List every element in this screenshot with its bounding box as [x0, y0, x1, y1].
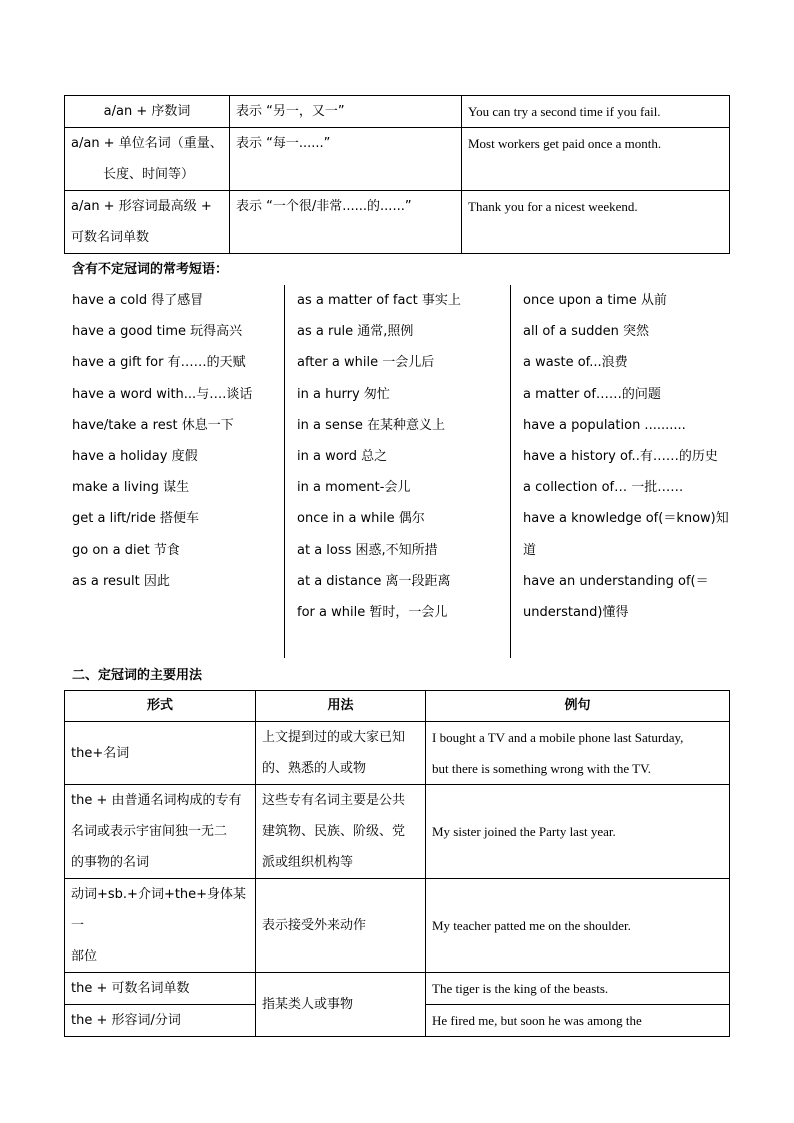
form-line: 可数名词单数 — [71, 230, 150, 245]
phrase-item: after a while 一会儿后 — [297, 355, 435, 371]
example-cell: My sister joined the Party last year. — [426, 785, 730, 879]
phrase-item: have an understanding of(＝ — [523, 573, 709, 589]
phrase-item: as a rule 通常,照例 — [297, 324, 414, 340]
phrase-item: understand)懂得 — [523, 605, 629, 621]
phrase-column-2 — [297, 285, 502, 628]
table-header-row — [65, 691, 730, 722]
form-cell — [65, 879, 256, 973]
phrase-item: in a sense 在某种意义上 — [297, 417, 445, 433]
phrase-item: have a cold 得了感冒 — [72, 293, 204, 308]
phrase-item: a collection of… 一批…… — [523, 480, 684, 496]
phrase-item: get a lift/ride 搭便车 — [72, 511, 199, 527]
example-cell: He fired me, but soon he was among the — [426, 1005, 730, 1037]
example-cell: Most workers get paid once a month. — [462, 128, 730, 191]
phrase-item: go on a diet 节食 — [72, 542, 180, 558]
usage-cell — [256, 785, 426, 879]
phrase-item: in a word 总之 — [297, 449, 388, 465]
phrase-column-3 — [523, 285, 729, 628]
form-cell — [65, 191, 230, 254]
form-line: the + 由普通名词构成的专有 — [71, 793, 242, 808]
phrase-item: once in a while 偶尔 — [297, 511, 425, 527]
example-cell — [426, 722, 730, 785]
phrase-item: as a matter of fact 事实上 — [297, 293, 461, 308]
form-line: a/an + 单位名词（重量、 — [71, 136, 223, 151]
phrase-item: have a holiday 度假 — [72, 449, 198, 465]
phrase-item: a matter of……的问题 — [523, 386, 661, 402]
form-line: 长度、时间等） — [103, 167, 195, 182]
phrase-item: all of a sudden 突然 — [523, 324, 649, 340]
example-cell: You can try a second time if you fail. — [462, 96, 730, 128]
form-line: a/an + 形容词最高级 + — [71, 199, 212, 214]
phrase-item: in a moment-会儿 — [297, 480, 411, 496]
usage-line: 的、熟悉的人或物 — [262, 761, 367, 776]
definite-article-usage-table — [64, 690, 730, 1037]
table-row — [65, 128, 730, 191]
phrase-item: at a distance 离一段距离 — [297, 573, 451, 589]
form-line: 部位 — [71, 949, 98, 964]
phrase-item: have a good time 玩得高兴 — [72, 324, 243, 340]
section-heading: 二、定冠词的主要用法 — [72, 668, 203, 683]
example-line: I bought a TV and a mobile phone last Saturday, — [432, 730, 684, 745]
usage-line: 派或组织机构等 — [262, 855, 354, 870]
table-row — [65, 879, 730, 973]
phrase-item: a waste of...浪费 — [523, 355, 628, 371]
usage-line: 上文提到过的或大家已知 — [262, 730, 406, 745]
phrases-heading: 含有不定冠词的常考短语： — [72, 262, 229, 277]
phrase-item: make a living 谋生 — [72, 480, 190, 496]
phrase-item: 道 — [523, 542, 537, 558]
usage-line: 这些专有名词主要是公共 — [262, 793, 406, 808]
header-usage: 用法 — [256, 691, 426, 722]
phrase-column-1 — [72, 285, 277, 597]
phrase-item: once upon a time 从前 — [523, 293, 667, 308]
form-line: 名词或表示宇宙间独一无二 — [71, 824, 228, 839]
phrase-item: at a loss 困惑,不知所措 — [297, 542, 438, 558]
usage-line: 建筑物、民族、阶级、党 — [262, 824, 406, 839]
form-cell — [65, 785, 256, 879]
meaning-cell: 表示 “一个很/非常......的......” — [230, 191, 462, 254]
indefinite-article-usage-table — [64, 95, 730, 254]
form-cell: the+名词 — [65, 722, 256, 785]
form-cell: the + 形容词/分词 — [65, 1005, 256, 1037]
phrase-item: have/take a rest 休息一下 — [72, 417, 234, 433]
example-cell: My teacher patted me on the shoulder. — [426, 879, 730, 973]
phrase-item: as a result 因此 — [72, 573, 170, 589]
header-example: 例句 — [426, 691, 730, 722]
example-line: but there is something wrong with the TV. — [432, 761, 652, 776]
phrase-item: have a word with...与….谈话 — [72, 386, 253, 402]
column-divider — [284, 285, 285, 658]
phrase-item: in a hurry 匆忙 — [297, 386, 390, 402]
table-row — [65, 191, 730, 254]
table-row — [65, 785, 730, 879]
usage-cell: 表示接受外来动作 — [256, 879, 426, 973]
phrase-item: have a knowledge of(＝know)知 — [523, 511, 729, 527]
form-cell: the + 可数名词单数 — [65, 973, 256, 1005]
form-line: 动词+sb.+介词+the+身体某一 — [71, 887, 247, 933]
form-cell: a/an + 序数词 — [65, 96, 230, 128]
example-cell: Thank you for a nicest weekend. — [462, 191, 730, 254]
form-line: 的事物的名词 — [71, 855, 150, 870]
meaning-cell: 表示 “另一，又一” — [230, 96, 462, 128]
table-row — [65, 96, 730, 128]
table-row — [65, 973, 730, 1005]
form-cell — [65, 128, 230, 191]
phrase-item: have a gift for 有……的天赋 — [72, 355, 246, 371]
phrase-item: have a history of..有……的历史 — [523, 449, 718, 465]
usage-cell: 指某类人或事物 — [256, 973, 426, 1037]
phrase-item: for a while 暂时，一会儿 — [297, 605, 448, 621]
header-form: 形式 — [65, 691, 256, 722]
table-row — [65, 722, 730, 785]
usage-cell — [256, 722, 426, 785]
example-cell: The tiger is the king of the beasts. — [426, 973, 730, 1005]
column-divider — [510, 285, 511, 658]
phrase-item: have a population .......... — [523, 417, 686, 433]
meaning-cell: 表示 “每一......” — [230, 128, 462, 191]
